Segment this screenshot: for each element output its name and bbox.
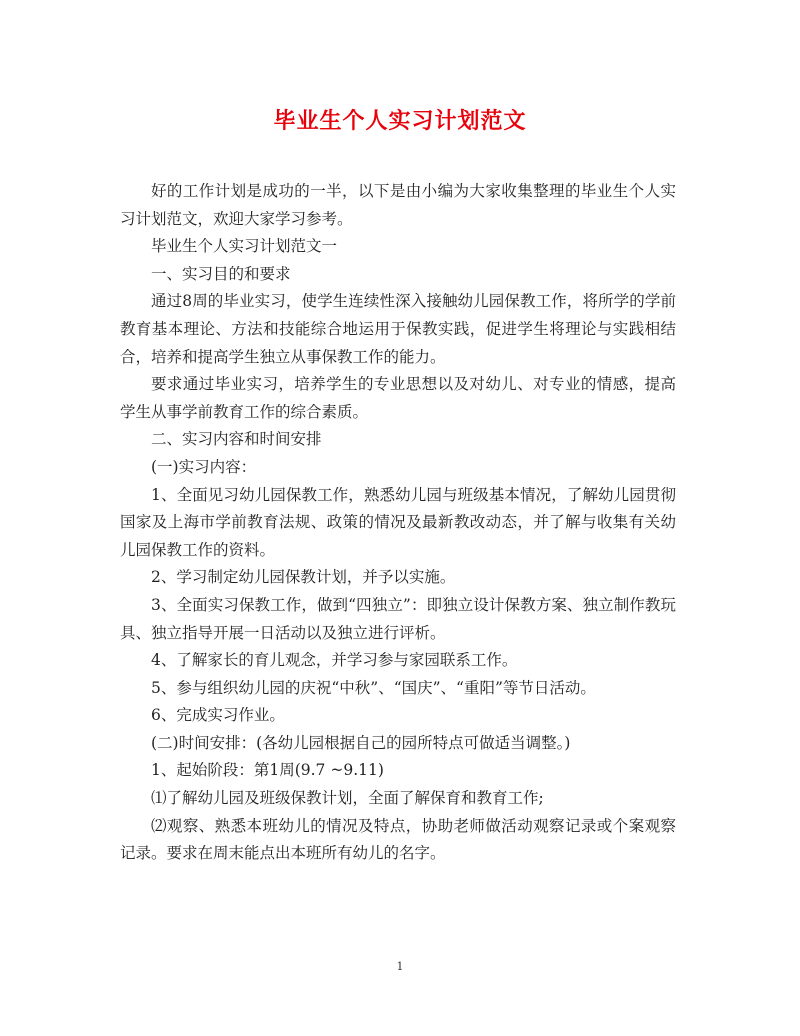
paragraph: 通过8周的毕业实习，使学生连续性深入接触幼儿园保教工作，将所学的学前教育基本理论、方法和技能综合地运用于保教实践，促进学生将理论与实践相结合，培养和提高学生独立从事保教工作的能力。 bbox=[120, 292, 676, 366]
paragraph: 一、实习目的和要求 bbox=[151, 264, 291, 283]
paragraph: (一)实习内容： bbox=[151, 457, 257, 476]
paragraph: 6、完成实习作业。 bbox=[151, 706, 285, 725]
paragraph: 1、起始阶段：第1周(9.7 ~9.11) bbox=[151, 761, 384, 780]
paragraph: 要求通过毕业实习，培养学生的专业思想以及对幼儿、对专业的情感，提高学生从事学前教育工作的综合素质。 bbox=[120, 375, 676, 421]
paragraph: 5、参与组织幼儿园的庆祝“中秋”、“国庆”、“重阳”等节日活动。 bbox=[151, 678, 596, 697]
paragraph: 1、全面见习幼儿园保教工作，熟悉幼儿园与班级基本情况，了解幼儿园贯彻国家及上海市学前教育法规、政策的情况及最新教改动态，并了解与收集有关幼儿园保教工作的资料。 bbox=[120, 485, 676, 559]
page-number: 1 bbox=[396, 960, 404, 973]
paragraph: ⑵观察、熟悉本班幼儿的情况及特点，协助老师做活动观察记录或个案观察记录。要求在周末能点出本班所有幼儿的名字。 bbox=[120, 816, 676, 863]
paragraph: (二)时间安排：(各幼儿园根据自己的园所特点可做适当调整。) bbox=[151, 733, 571, 752]
paragraph: ⑴了解幼儿园及班级保教计划，全面了解保育和教育工作; bbox=[151, 789, 544, 808]
paragraph: 4、了解家长的育儿观念，并学习参与家园联系工作。 bbox=[151, 651, 518, 670]
document-body bbox=[120, 178, 676, 868]
document-title: 毕业生个人实习计划范文 bbox=[273, 108, 527, 134]
paragraph: 毕业生个人实习计划范文一 bbox=[151, 237, 338, 256]
paragraph: 好的工作计划是成功的一半，以下是由小编为大家收集整理的毕业生个人实习计划范文，欢迎大家学习参考。 bbox=[120, 182, 676, 228]
paragraph: 二、实习内容和时间安排 bbox=[151, 430, 322, 449]
paragraph: 3、全面实习保教工作，做到“四独立”：即独立设计保教方案、独立制作教玩具、独立指导开展一日活动以及独立进行评析。 bbox=[120, 595, 676, 642]
paragraph: 2、学习制定幼儿园保教计划，并予以实施。 bbox=[151, 568, 456, 587]
